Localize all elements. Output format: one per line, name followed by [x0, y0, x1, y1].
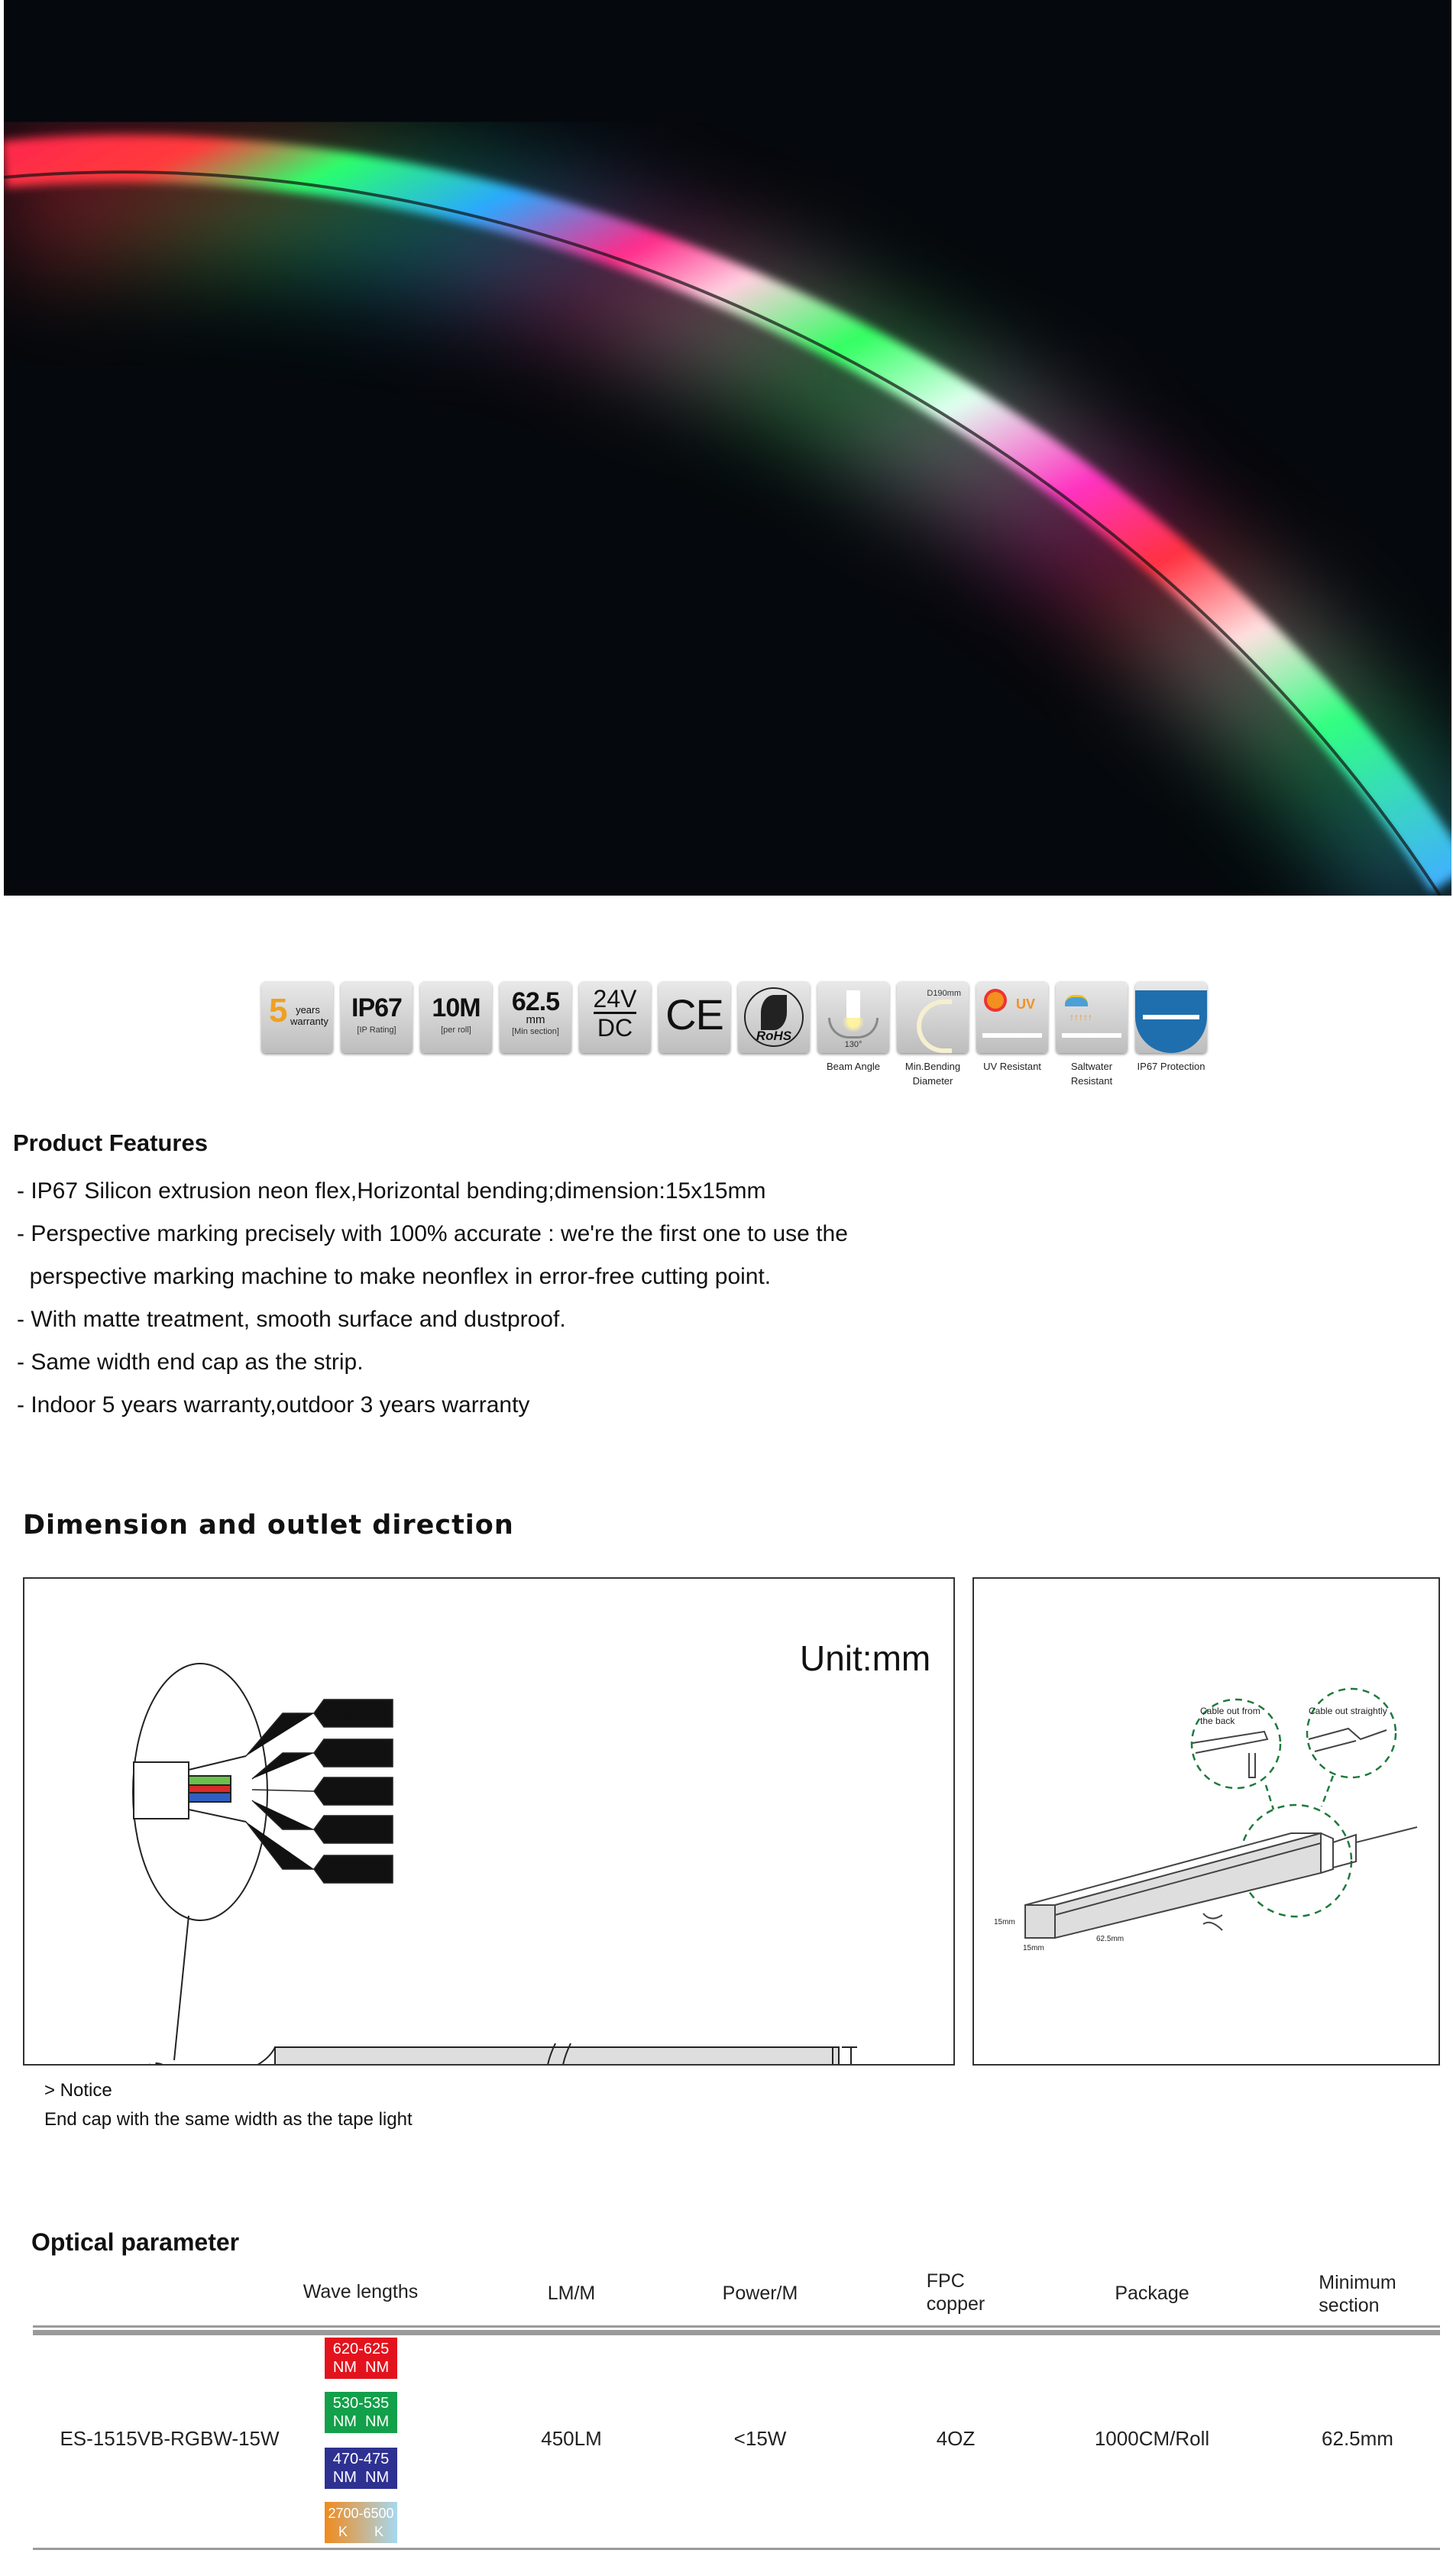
- cut-label: 62.5mm: [1096, 1935, 1125, 1943]
- roll-length-icon: 10M [per roll]: [420, 981, 492, 1053]
- header-fpc-line: FPC: [926, 2270, 965, 2292]
- ip67-protection-icon: [1135, 981, 1207, 1053]
- notice-title: > Notice: [44, 2080, 112, 2101]
- feature-item: - Same width end cap as the strip.: [17, 1350, 364, 1375]
- wire-label: G-: [330, 1747, 345, 1761]
- dimension-drawing: [23, 1577, 955, 2066]
- wire-label: R-: [330, 1785, 344, 1800]
- feature-item: - With matte treatment, smooth surface and dustproof.: [17, 1307, 566, 1332]
- cell-min-section: 62.5mm: [1322, 2427, 1393, 2450]
- outlet-direction-drawing: [972, 1577, 1440, 2066]
- feature-item: - IP67 Silicon extrusion neon flex,Horizontal bending;dimension:15x15mm: [17, 1178, 766, 1204]
- header-power: Power/M: [722, 2283, 798, 2304]
- wave-blue: 470-475 NM NM: [325, 2448, 397, 2489]
- height-label: 15mm: [994, 1918, 1015, 1926]
- ip67-icon: IP67 [IP Rating]: [341, 981, 413, 1053]
- cell-fpc: 4OZ: [936, 2427, 976, 2450]
- header-lm: LM/M: [547, 2283, 596, 2304]
- wave-green: 530-535 NM NM: [325, 2392, 397, 2433]
- header-fpc: [927, 2270, 985, 2315]
- dimension-title: Dimension and outlet direction: [23, 1510, 514, 1541]
- beam-angle-icon: 130°: [817, 981, 889, 1053]
- header-min-line: Minimum: [1319, 2272, 1396, 2293]
- feature-item: - Indoor 5 years warranty,outdoor 3 years warranty: [17, 1392, 530, 1418]
- saltwater-icon: ↑↑↑↑↑: [1056, 981, 1128, 1053]
- warranty-icon: 5 years warranty: [261, 981, 333, 1053]
- cell-power: <15W: [733, 2427, 787, 2450]
- uv-resistant-icon: UV: [976, 981, 1048, 1053]
- ip67-protection-label: IP67 Protection: [1137, 1061, 1205, 1072]
- width-label: 15mm: [1023, 1944, 1044, 1952]
- rohs-icon: RoHS: [738, 981, 810, 1053]
- header-min-section: [1319, 2271, 1396, 2317]
- outlet-back-label: the back: [1200, 1716, 1235, 1726]
- unit-label: Unit:mm: [800, 1638, 931, 1678]
- header-package: Package: [1115, 2283, 1189, 2304]
- header-fpc-line: copper: [926, 2293, 985, 2315]
- features-title: Product Features: [13, 1129, 208, 1156]
- feature-item: - Perspective marking precisely with 100% accurate : we're the first one to use the: [17, 1221, 848, 1246]
- hero-product-photo: [4, 0, 1451, 896]
- wave-red: 620-625 NM NM: [325, 2338, 397, 2379]
- beam-angle-label: Beam Angle: [826, 1061, 881, 1072]
- notice-text: End cap with the same width as the tape light: [44, 2109, 413, 2130]
- voltage-icon: 24V DC: [579, 981, 651, 1053]
- cell-package: 1000CM/Roll: [1094, 2427, 1210, 2450]
- header-divider: [33, 2325, 1440, 2328]
- uv-resistant-label: UV Resistant: [983, 1061, 1041, 1072]
- header-wave-lengths: Wave lengths: [303, 2281, 419, 2302]
- bending-diameter-icon: D190mm: [897, 981, 969, 1053]
- header-min-line: section: [1319, 2295, 1380, 2316]
- outlet-straight-label: Cable out straightly: [1309, 1706, 1387, 1716]
- outlet-back-label: Cable out from: [1200, 1706, 1260, 1716]
- feature-item: perspective marking machine to make neonflex in error-free cutting point.: [17, 1264, 772, 1289]
- wave-white-cct: 2700-6500 K K: [325, 2502, 397, 2543]
- optical-title: Optical parameter: [31, 2228, 240, 2256]
- wire-label: W-: [330, 1863, 347, 1878]
- wire-label: +24VDC: [330, 1707, 380, 1722]
- wire-label: B-: [330, 1823, 343, 1838]
- cell-model: ES-1515VB-RGBW-15W: [60, 2427, 280, 2450]
- table-bottom-divider: [33, 2548, 1440, 2550]
- ce-icon: CE: [659, 981, 730, 1053]
- cell-lm: 450LM: [541, 2427, 602, 2450]
- saltwater-label: Saltwater Resistant: [1070, 1061, 1113, 1087]
- header-divider: [33, 2330, 1440, 2335]
- min-section-icon: 62.5 mm [Min section]: [500, 981, 571, 1053]
- bending-diameter-label: Min.Bending Diameter: [904, 1061, 961, 1087]
